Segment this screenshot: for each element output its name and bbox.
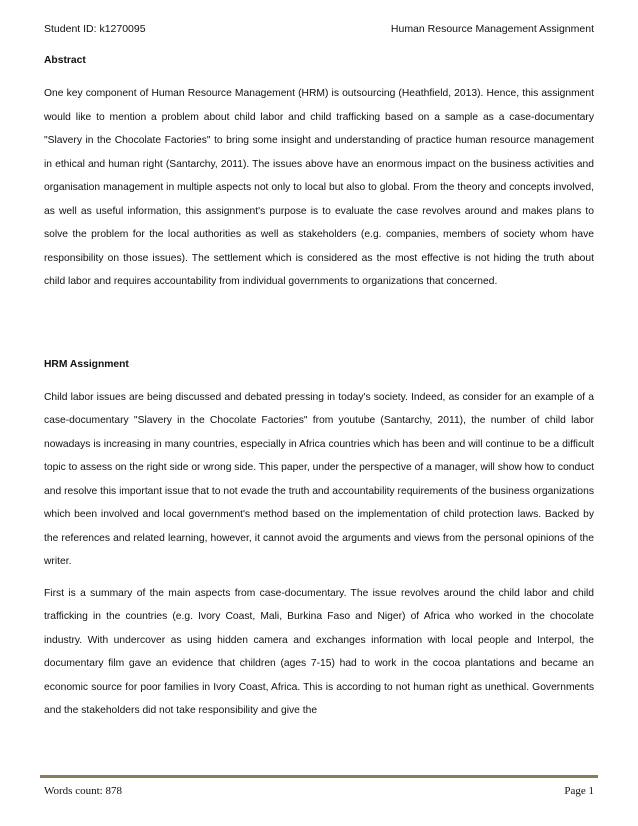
page-header — [44, 22, 594, 36]
abstract-heading: Abstract — [44, 55, 86, 66]
summary-paragraph: First is a summary of the main aspects from case-documentary. The issue revolves around the child labor and child trafficking in the countries (e.g. Ivory Coast, Mali, Burkina Faso and Niger) of Africa who worked in the chocolate industry. With undercover as using hidden camera and exchanges information with local people and Interpol, the documentary film gave an evidence that children (ages 7-15) had to work in the cocoa plantations and became an economic source for poor families in Ivory Coast, Africa. This is according to not human right as unethical. Governments and the stakeholders did not take responsibility and give the — [44, 587, 594, 716]
word-count: Words count: 878 — [44, 785, 122, 797]
hrm-assignment-heading: HRM Assignment — [44, 358, 129, 370]
page-number: Page 1 — [564, 785, 594, 797]
page-footer — [44, 784, 594, 798]
student-id: Student ID: k1270095 — [44, 23, 146, 35]
abstract-paragraph: One key component of Human Resource Management (HRM) is outsourcing (Heathfield, 2013). Hence, this assignment would like to mention a problem about child labor and child trafficking based on a sample as a case-documentary "Slavery in the Chocolate Factories" to bring some insight and understanding of practice human resource management in ethical and human right (Santarchy, 2011). The issues above have an enormous impact on the business activities and organisation management in multiple aspects not only to local but also to global. From the theory and concepts involved, as well as useful information, this assignment's purpose is to evaluate the case revolves around and makes plans to solve the problem for the local authorities as well as stakeholders (e.g. companies, members of society whom have responsibility on those issues). The settlement which is considered as the most effective is not hiding the truth about child labor and requires accountability from individual governments to organizations that concerned. — [44, 88, 594, 287]
page-body — [44, 54, 594, 723]
assignment-title: Human Resource Management Assignment — [390, 23, 594, 35]
intro-paragraph: Child labor issues are being discussed and debated pressing in today's society. Indeed, as consider for an example of a case-documentary "Slavery in the Chocolate Factories" from youtube (Santarchy, 2011), the number of child labor nowadays is increasing in many countries, especially in Africa countries which has been and will continue to be a difficult topic to assess on the right side or wrong side. This paper, under the perspective of a manager, will show how to conduct and resolve this important issue that to not evade the truth and accountability requirements of the business organizations which been involved and local government's method based on the implementation of child protection laws. Backed by the references and related learning, however, it cannot avoid the arguments and views from the personal opinions of the writer. — [44, 391, 594, 567]
footer-rule — [40, 775, 598, 778]
